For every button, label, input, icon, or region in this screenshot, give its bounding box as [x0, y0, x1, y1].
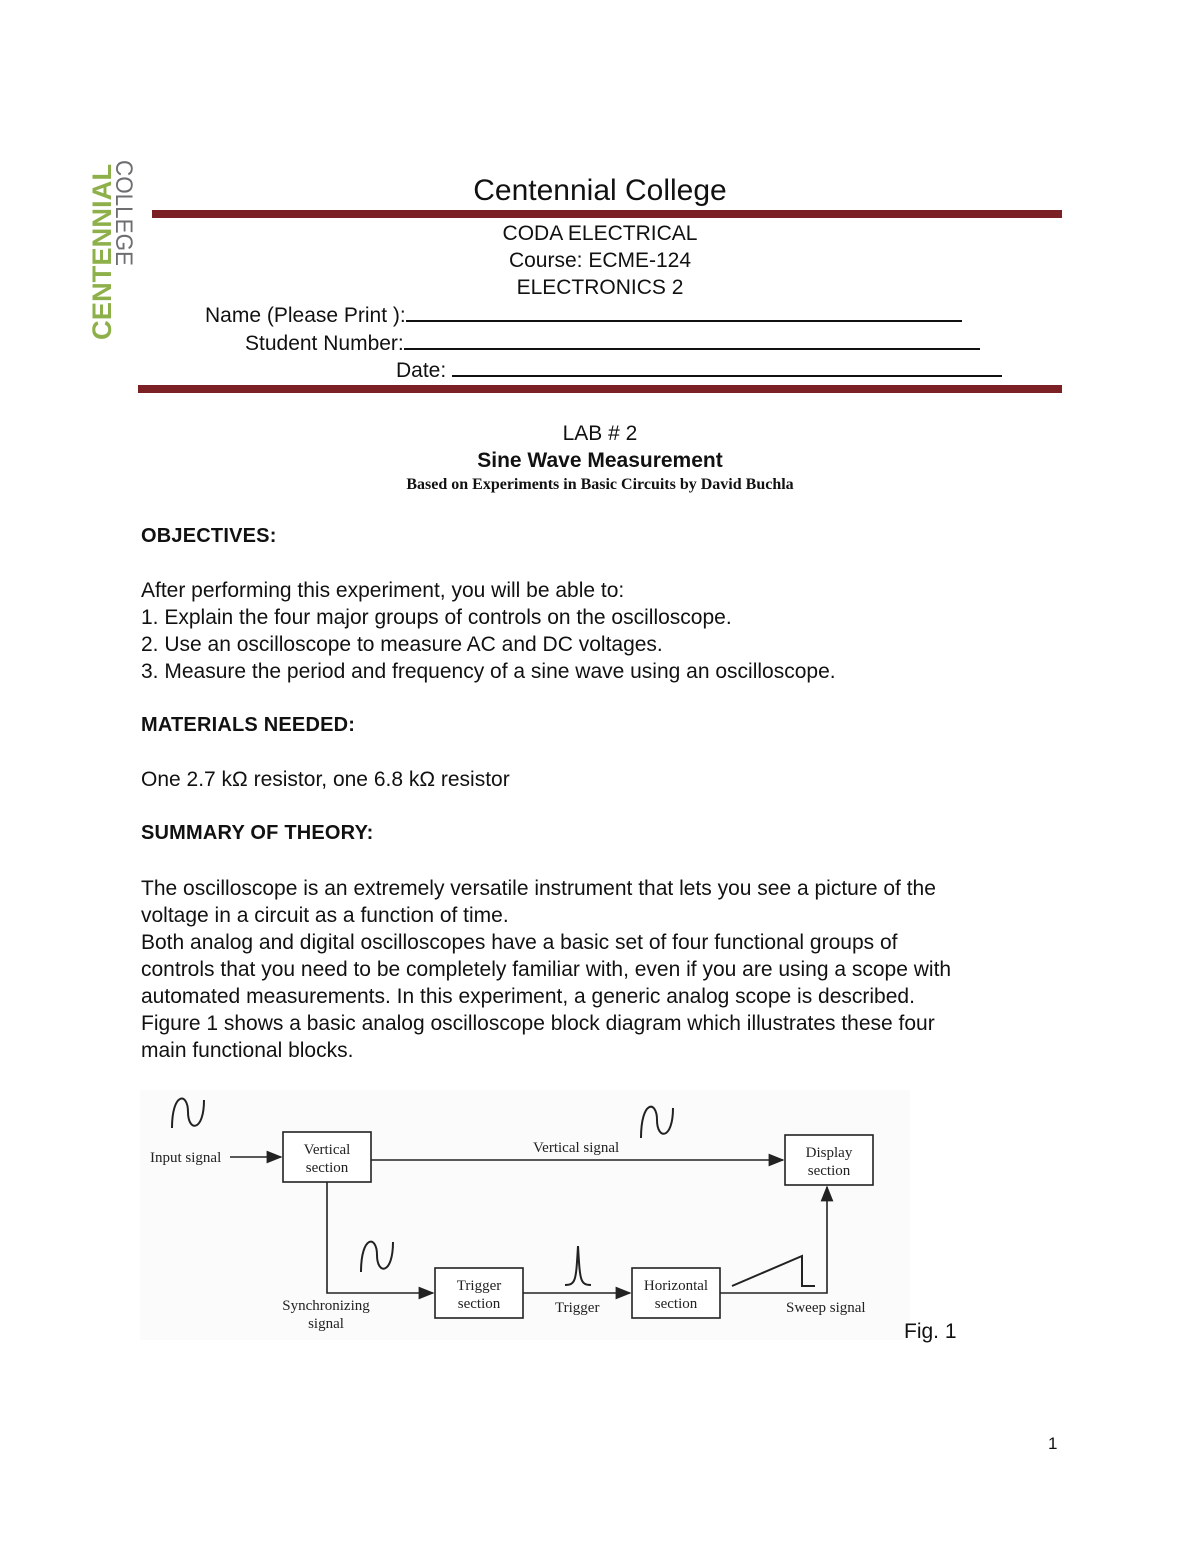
lab-number: LAB # 2	[562, 422, 638, 445]
department-line: CODA ELECTRICAL	[502, 222, 698, 245]
name-field	[205, 302, 962, 328]
date-field	[396, 357, 1002, 383]
header-rule-top	[152, 210, 1062, 218]
student-number-label: Student Number:	[245, 332, 404, 355]
student-number-blank[interactable]	[404, 330, 980, 350]
page-number: 1	[1048, 1434, 1058, 1453]
date-blank[interactable]	[452, 357, 1002, 377]
horizontal-section-label: section	[654, 1296, 698, 1312]
student-number-field	[245, 330, 980, 356]
theory-line: controls that you need to be completely familiar with, even if you are using a scope with	[141, 958, 952, 981]
display-section-label: Display	[805, 1145, 853, 1161]
theory-line: automated measurements. In this experiment, a generic analog scope is described.	[141, 985, 915, 1008]
name-blank[interactable]	[406, 302, 962, 322]
theory-heading: SUMMARY OF THEORY:	[141, 822, 374, 844]
date-label: Date:	[396, 359, 453, 382]
trigger-section-label: section	[457, 1296, 501, 1312]
theory-line: Figure 1 shows a basic analog oscilloscope block diagram which illustrates these four	[141, 1012, 935, 1035]
theory-line: main functional blocks.	[141, 1039, 354, 1062]
objective-item: 1. Explain the four major groups of controls on the oscilloscope.	[141, 606, 732, 629]
sync-signal-label: Synchronizing	[282, 1298, 370, 1314]
horizontal-section-label: Horizontal	[643, 1278, 709, 1294]
logo-word-centennial: CENTENNIAL	[87, 166, 117, 340]
vertical-section-label: Vertical	[303, 1142, 351, 1158]
display-section-label: section	[807, 1163, 851, 1179]
sync-signal-label: signal	[308, 1316, 344, 1332]
header-rule-bottom	[138, 385, 1062, 393]
course-line: Course: ECME-124	[508, 249, 692, 272]
oscilloscope-block-diagram	[140, 1090, 910, 1340]
theory-line: The oscilloscope is an extremely versatile instrument that lets you see a picture of the	[141, 877, 936, 900]
objective-item: 3. Measure the period and frequency of a sine wave using an oscilloscope.	[141, 660, 836, 683]
lab-source: Based on Experiments in Basic Circuits by David Buchla	[406, 476, 794, 493]
vertical-signal-label: Vertical signal	[533, 1140, 620, 1156]
objectives-heading: OBJECTIVES:	[141, 525, 277, 547]
theory-line: Both analog and digital oscilloscopes have a basic set of four functional groups of	[141, 931, 898, 954]
lab-title: Sine Wave Measurement	[477, 449, 723, 472]
materials-text: One 2.7 kΩ resistor, one 6.8 kΩ resistor	[141, 768, 510, 791]
materials-heading: MATERIALS NEEDED:	[141, 714, 356, 736]
logo-word-college: COLLEGE	[110, 160, 137, 274]
objective-item: 2. Use an oscilloscope to measure AC and DC voltages.	[141, 633, 663, 656]
vertical-section-label: section	[305, 1160, 349, 1176]
header-title: Centennial College	[473, 174, 727, 207]
course-name-line: ELECTRONICS 2	[516, 276, 684, 299]
objectives-intro: After performing this experiment, you will be able to:	[141, 579, 625, 602]
trigger-label: Trigger	[555, 1300, 600, 1316]
name-label: Name (Please Print ):	[205, 304, 406, 327]
theory-line: voltage in a circuit as a function of time.	[141, 904, 509, 927]
figure-caption: Fig. 1	[904, 1320, 957, 1343]
input-signal-label: Input signal	[150, 1150, 222, 1166]
trigger-section-label: Trigger	[456, 1278, 502, 1294]
sweep-signal-label: Sweep signal	[786, 1300, 866, 1316]
